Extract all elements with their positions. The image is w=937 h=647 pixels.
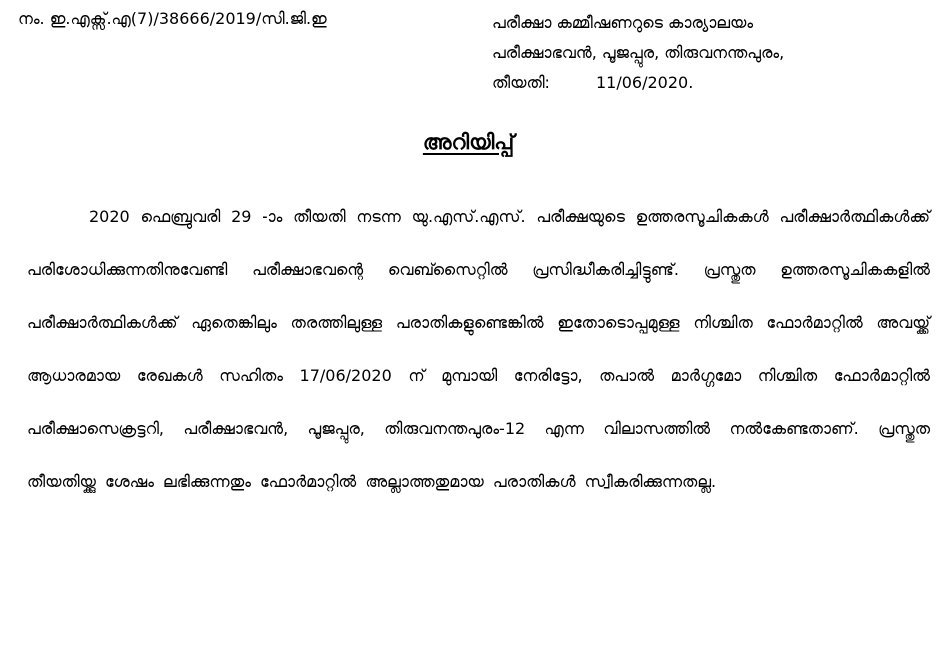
date-line (492, 68, 932, 98)
notice-title (0, 127, 937, 157)
reference-number: നം. ഇ.എക്സ്.എ(7)/38666/2019/സി.ജി.ഇ (18, 9, 327, 28)
date-value: 11/06/2020. (596, 73, 694, 92)
office-name: പരീക്ഷാ കമ്മീഷണറുടെ കാര്യാലയം (492, 13, 754, 32)
office-address-block (492, 8, 932, 98)
date-label: തീയതി: (492, 73, 550, 92)
office-address: പരീക്ഷാഭവൻ, പൂജപ്പുര, തിരുവനന്തപുരം, (492, 43, 785, 62)
notice-body: 2020 ഫെബ്രുവരി 29 -ാം തീയതി നടന്ന യു.എസ്.എസ്. പരീക്ഷയുടെ ഉത്തരസൂചികകൾ പരീക്ഷാർത്ഥികൾക്ക് പരിശോധിക്കുന്നതിനുവേണ്ടി പരീക്ഷാഭവന്റെ വെബ്സൈറ്റിൽ പ്രസിദ്ധീകരിച്ചിട്ടുണ്ട്. പ്രസ്തുത ഉത്തരസൂചികകളിൽ പരീക്ഷാർത്ഥികൾക്ക് ഏതെങ്കിലും തരത്തിലുള്ള പരാതികളുണ്ടെങ്കിൽ ഇതോടൊപ്പമുള്ള നിശ്ചിത ഫോർമാറ്റിൽ അവയ്ക്ക് ആധാരമായ രേഖകൾ സഹിതം 17/06/2020 ന് മുമ്പായി നേരിട്ടോ, തപാൽ മാർഗ്ഗമോ നിശ്ചിത ഫോർമാറ്റിൽ പരീക്ഷാസെക്രട്ടറി, പരീക്ഷാഭവൻ, പൂജപ്പുര, തിരുവനന്തപുരം-12 എന്ന വിലാസത്തിൽ നൽകേണ്ടതാണ്. പ്രസ്തുത തീയതിയ്ക്കു ശേഷം ലഭിക്കുന്നതും ഫോർമാറ്റിൽ അല്ലാത്തതുമായ പരാതികൾ സ്വീകരിക്കുന്നതല്ല. (27, 207, 930, 491)
notice-title-text: അറിയിപ്പ് (422, 130, 515, 154)
